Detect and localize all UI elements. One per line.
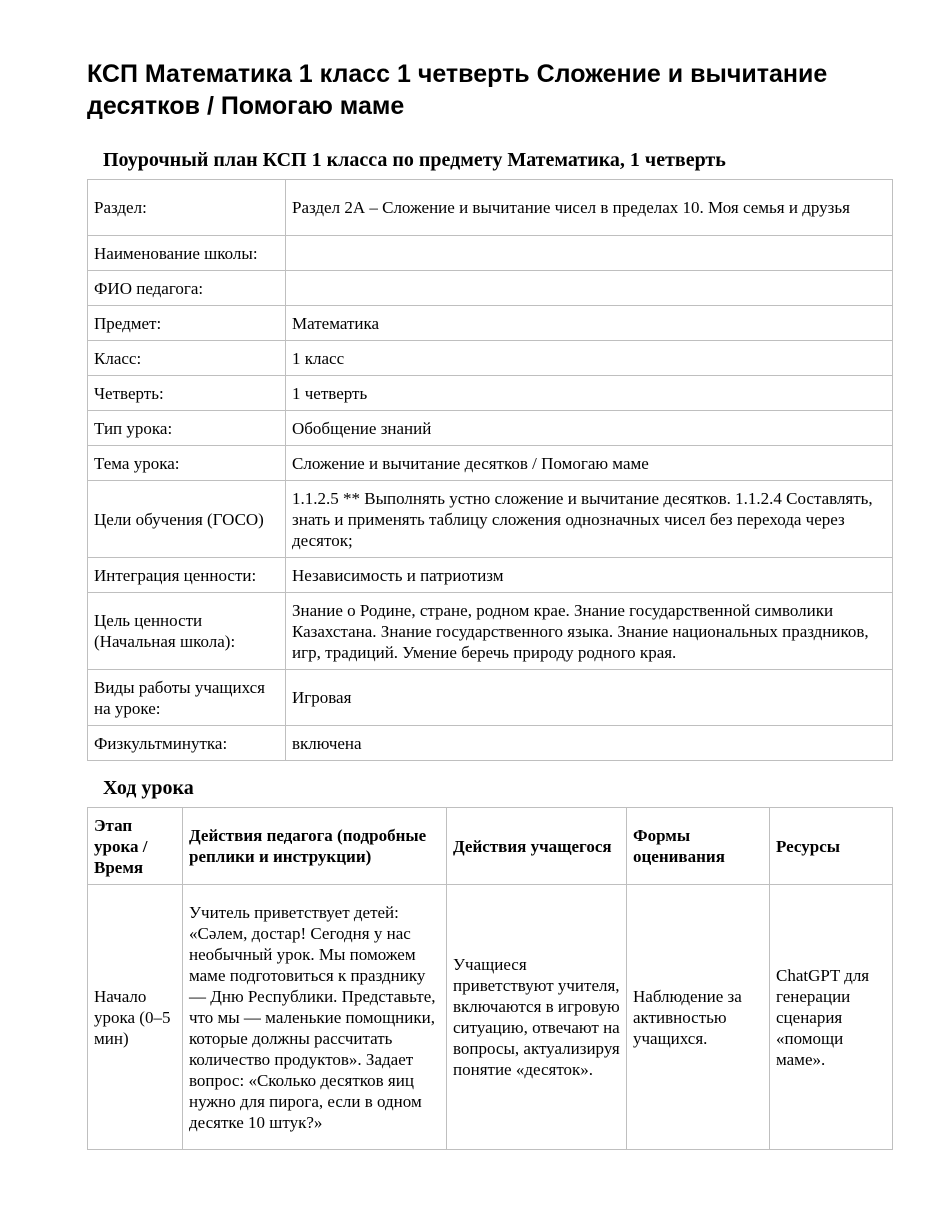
stage-cell: Начало урока (0–5 мин) bbox=[88, 885, 183, 1150]
row-label: ФИО педагога: bbox=[88, 271, 286, 306]
row-value: Знание о Родине, стране, родном крае. Знание государственной символики Казахстана. Знание государственного языка. Знание национальных праздников, игр, традиций. Умение беречь природу родного края. bbox=[286, 593, 893, 670]
row-label: Раздел: bbox=[88, 180, 286, 236]
plan-heading: Поурочный план КСП 1 класса по предмету Математика, 1 четверть bbox=[103, 149, 726, 171]
row-label: Предмет: bbox=[88, 306, 286, 341]
table-row bbox=[88, 180, 893, 236]
teacher-actions-cell: Учитель приветствует детей: «Сәлем, достар! Сегодня у нас необычный урок. Мы поможем маме подготовиться к празднику — Дню Республики. Представьте, что мы — маленькие помощники, которые должны рассчитать количество продуктов». Задает вопрос: «Сколько десятков яиц нужно для пирога, если в одном десятке 10 штук?» bbox=[183, 885, 447, 1150]
row-value: включена bbox=[286, 726, 893, 761]
student-actions-cell: Учащиеся приветствуют учителя, включаются в игровую ситуацию, отвечают на вопросы, актуализируя понятие «десяток». bbox=[447, 885, 627, 1150]
document-title: КСП Математика 1 класс 1 четверть Сложение и вычитание десятков / Помогаю маме bbox=[87, 60, 828, 120]
row-label: Четверть: bbox=[88, 376, 286, 411]
table-row bbox=[88, 593, 893, 670]
table-row bbox=[88, 446, 893, 481]
course-heading: Ход урока bbox=[103, 777, 194, 799]
row-value: 1.1.2.5 ** Выполнять устно сложение и вычитание десятков. 1.1.2.4 Составлять, знать и применять таблицу сложения однозначных чисел без перехода через десяток; bbox=[286, 481, 893, 558]
table-row bbox=[88, 726, 893, 761]
row-label: Цели обучения (ГОСО) bbox=[88, 481, 286, 558]
row-value: Обобщение знаний bbox=[286, 411, 893, 446]
table-row bbox=[88, 341, 893, 376]
header-assessment: Формы оценивания bbox=[627, 808, 770, 885]
header-resources: Ресурсы bbox=[770, 808, 893, 885]
row-label: Тема урока: bbox=[88, 446, 286, 481]
row-value: Математика bbox=[286, 306, 893, 341]
table-header-row bbox=[88, 808, 893, 885]
row-label: Тип урока: bbox=[88, 411, 286, 446]
header-student-actions: Действия учащегося bbox=[447, 808, 627, 885]
row-label: Виды работы учащихся на уроке: bbox=[88, 670, 286, 726]
assessment-cell: Наблюдение за активностью учащихся. bbox=[627, 885, 770, 1150]
header-teacher-actions: Действия педагога (подробные реплики и инструкции) bbox=[183, 808, 447, 885]
row-value: Независимость и патриотизм bbox=[286, 558, 893, 593]
table-row bbox=[88, 306, 893, 341]
header-stage: Этап урока / Время bbox=[88, 808, 183, 885]
table-row bbox=[88, 885, 893, 1150]
table-row bbox=[88, 411, 893, 446]
table-row bbox=[88, 481, 893, 558]
row-value: 1 класс bbox=[286, 341, 893, 376]
row-value: 1 четверть bbox=[286, 376, 893, 411]
row-label: Физкультминутка: bbox=[88, 726, 286, 761]
row-label: Наименование школы: bbox=[88, 236, 286, 271]
lesson-steps-table bbox=[87, 807, 893, 1150]
row-label: Интеграция ценности: bbox=[88, 558, 286, 593]
plan-info-table bbox=[87, 179, 893, 761]
row-label: Класс: bbox=[88, 341, 286, 376]
row-label: Цель ценности (Начальная школа): bbox=[88, 593, 286, 670]
table-row bbox=[88, 271, 893, 306]
row-value bbox=[286, 236, 893, 271]
table-row bbox=[88, 236, 893, 271]
row-value: Игровая bbox=[286, 670, 893, 726]
row-value: Раздел 2А – Сложение и вычитание чисел в пределах 10. Моя семья и друзья bbox=[286, 180, 893, 236]
table-row bbox=[88, 376, 893, 411]
row-value bbox=[286, 271, 893, 306]
resources-cell: ChatGPT для генерации сценария «помощи маме». bbox=[770, 885, 893, 1150]
row-value: Сложение и вычитание десятков / Помогаю маме bbox=[286, 446, 893, 481]
table-row bbox=[88, 670, 893, 726]
table-row bbox=[88, 558, 893, 593]
